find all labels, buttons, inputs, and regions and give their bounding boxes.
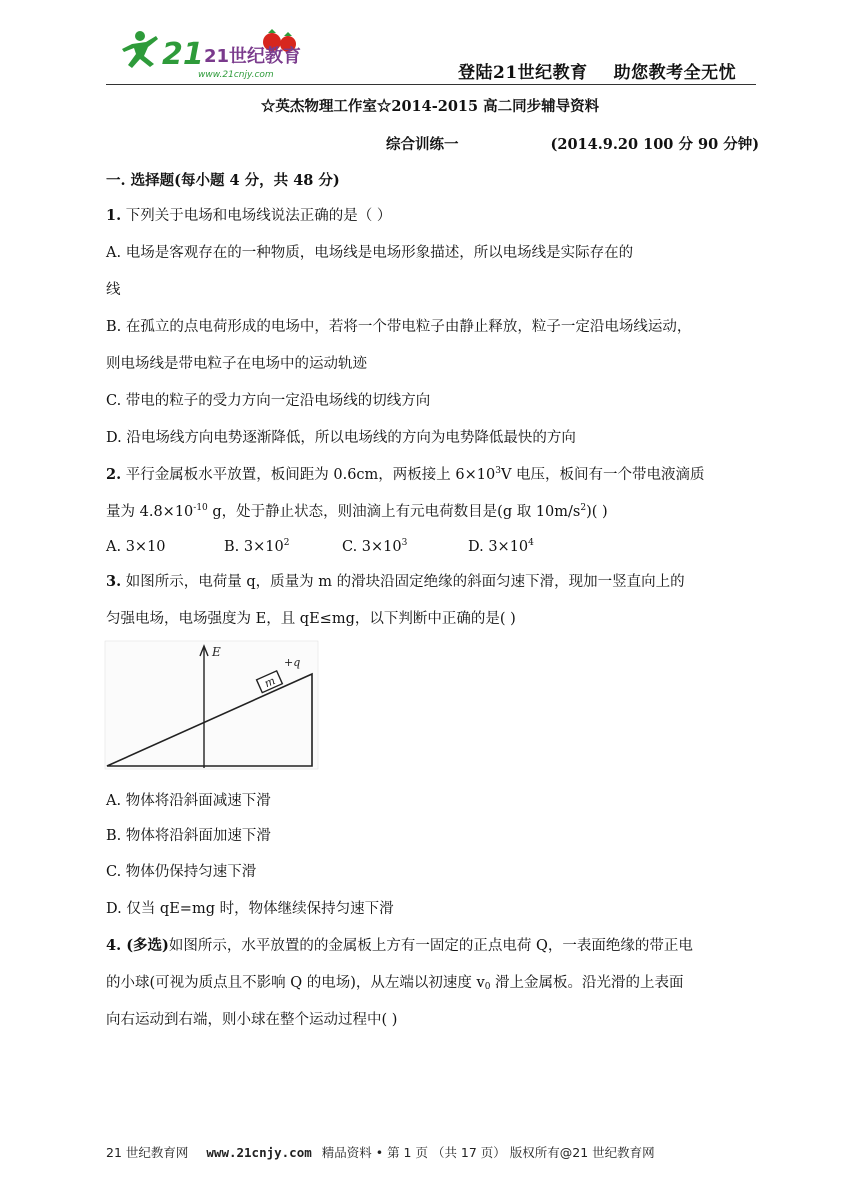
q4-number: 4. <box>106 937 122 954</box>
q1-option-b-cont: 则电场线是带电粒子在电场中的运动轨迹 <box>106 356 367 372</box>
slogan-right: 助您教考全无忧 <box>613 63 737 83</box>
block-mass-label: m <box>262 674 278 691</box>
logo <box>112 22 312 82</box>
q3-option-b: B. 物体将沿斜面加速下滑 <box>106 828 271 844</box>
q4-stem-line3: 向右运动到右端，则小球在整个运动过程中( ) <box>106 1012 398 1028</box>
q2-option-b <box>224 537 342 557</box>
q1-stem <box>106 206 391 226</box>
q2-text-b: V 电压，板间有一个带电液滴质 <box>500 467 705 483</box>
q2-option-b-base: B. 3×10 <box>224 539 284 555</box>
q2-text-c: 量为 4.8×10 <box>106 504 194 520</box>
footer-url-link[interactable]: www.21cnjy.com <box>206 1145 312 1160</box>
q4-text-a: 如图所示，水平放置的的金属板上方有一固定的正点电荷 Q，一表面绝缘的带正电 <box>168 938 693 954</box>
q1-option-a: A. 电场是客观存在的一种物质，电场线是电场形象描述，所以电场线是实际存在的 <box>106 245 634 261</box>
q4-text-b: 的小球(可视为质点且不影响 Q 的电场)，从左端以初速度 v <box>106 975 485 991</box>
runner-icon <box>122 31 158 68</box>
header-slogan <box>458 58 736 83</box>
q2-option-c-base: C. 3×10 <box>342 539 402 555</box>
q1-text: 下列关于电场和电场线说法正确的是（ ） <box>121 208 392 224</box>
exam-info: (2014.9.20 100 分 90 分钟) <box>550 136 760 153</box>
footer-text: 精品资料 • 第 1 页 （共 17 页） 版权所有@21 世纪教育网 <box>321 1145 655 1160</box>
doc-subtitle <box>386 133 759 154</box>
doc-title: ☆英杰物理工作室☆2014-2015 高二同步辅导资料 <box>260 98 600 115</box>
q3-number: 3. <box>106 573 122 590</box>
q2-stem-line2 <box>106 502 608 522</box>
q3-option-c: C. 物体仍保持匀速下滑 <box>106 864 257 880</box>
q2-option-d-base: D. 3×10 <box>468 539 529 555</box>
q1-option-d: D. 沿电场线方向电势逐渐降低，所以电场线的方向为电势降低最快的方向 <box>106 430 576 446</box>
section-heading: 一. 选择题(每小题 4 分，共 48 分) <box>106 172 340 189</box>
q1-option-c: C. 带电的粒子的受力方向一定沿电场线的切线方向 <box>106 393 431 409</box>
q2-options <box>106 537 534 557</box>
q3-option-d: D. 仅当 qE=mg 时，物体继续保持匀速下滑 <box>106 901 394 917</box>
field-label: E <box>212 645 221 659</box>
q3-stem-line2: 匀强电场，电场强度为 E，且 qE≤mg，以下判断中正确的是( ) <box>106 611 516 627</box>
q2-text-d: g，处于静止状态，则油滴上有元电荷数目是(g 取 10m/s <box>207 504 581 520</box>
q1-option-a-cont: 线 <box>106 282 121 298</box>
q3-text-a: 如图所示，电荷量 q，质量为 m 的滑块沿固定绝缘的斜面匀速下滑，现加一竖直向上的 <box>121 574 685 590</box>
page-footer <box>106 1143 655 1161</box>
header-divider <box>106 84 756 85</box>
q4-stem-line2 <box>106 973 684 993</box>
q2-option-c-exp: 3 <box>401 538 408 548</box>
q3-stem-line1 <box>106 572 685 592</box>
q2-number: 2. <box>106 466 122 483</box>
q4-stem-line1 <box>106 936 693 956</box>
q2-exp-1: 3 <box>495 466 501 476</box>
q2-option-c <box>342 537 468 557</box>
svg-text:21: 21 <box>162 37 204 72</box>
q2-option-b-exp: 2 <box>283 538 290 548</box>
q2-stem-line1 <box>106 465 705 485</box>
q1-option-b: B. 在孤立的点电荷形成的电场中，若将一个带电粒子由静止释放，粒子一定沿电场线运动， <box>106 319 692 335</box>
q2-option-d <box>468 537 534 557</box>
q1-number: 1. <box>106 207 122 224</box>
incline-figure <box>104 640 319 770</box>
footer-site: 21 世纪教育网 <box>106 1145 189 1160</box>
q2-text-a: 平行金属板水平放置，板间距为 0.6cm，两板接上 6×10 <box>121 467 496 483</box>
logo-text: 21世纪教育 <box>204 46 302 67</box>
charge-label: +q <box>284 656 301 669</box>
q4-text-c: 滑上金属板。沿光滑的上表面 <box>490 975 684 991</box>
q2-exp-3: 2 <box>580 503 587 513</box>
subtitle-text: 综合训练一 <box>386 136 459 153</box>
q2-text-e: )( ) <box>586 504 608 520</box>
q4-tag: (多选) <box>121 937 169 954</box>
q2-exp-2: -10 <box>193 503 208 513</box>
slogan-left: 登陆21世纪教育 <box>458 63 588 83</box>
q3-option-a: A. 物体将沿斜面减速下滑 <box>106 793 271 809</box>
q2-option-d-exp: 4 <box>528 538 534 548</box>
q2-option-a: A. 3×10 <box>106 539 166 555</box>
q4-subscript: 0 <box>484 982 491 992</box>
logo-url: www.21cnjy.com <box>198 70 274 80</box>
